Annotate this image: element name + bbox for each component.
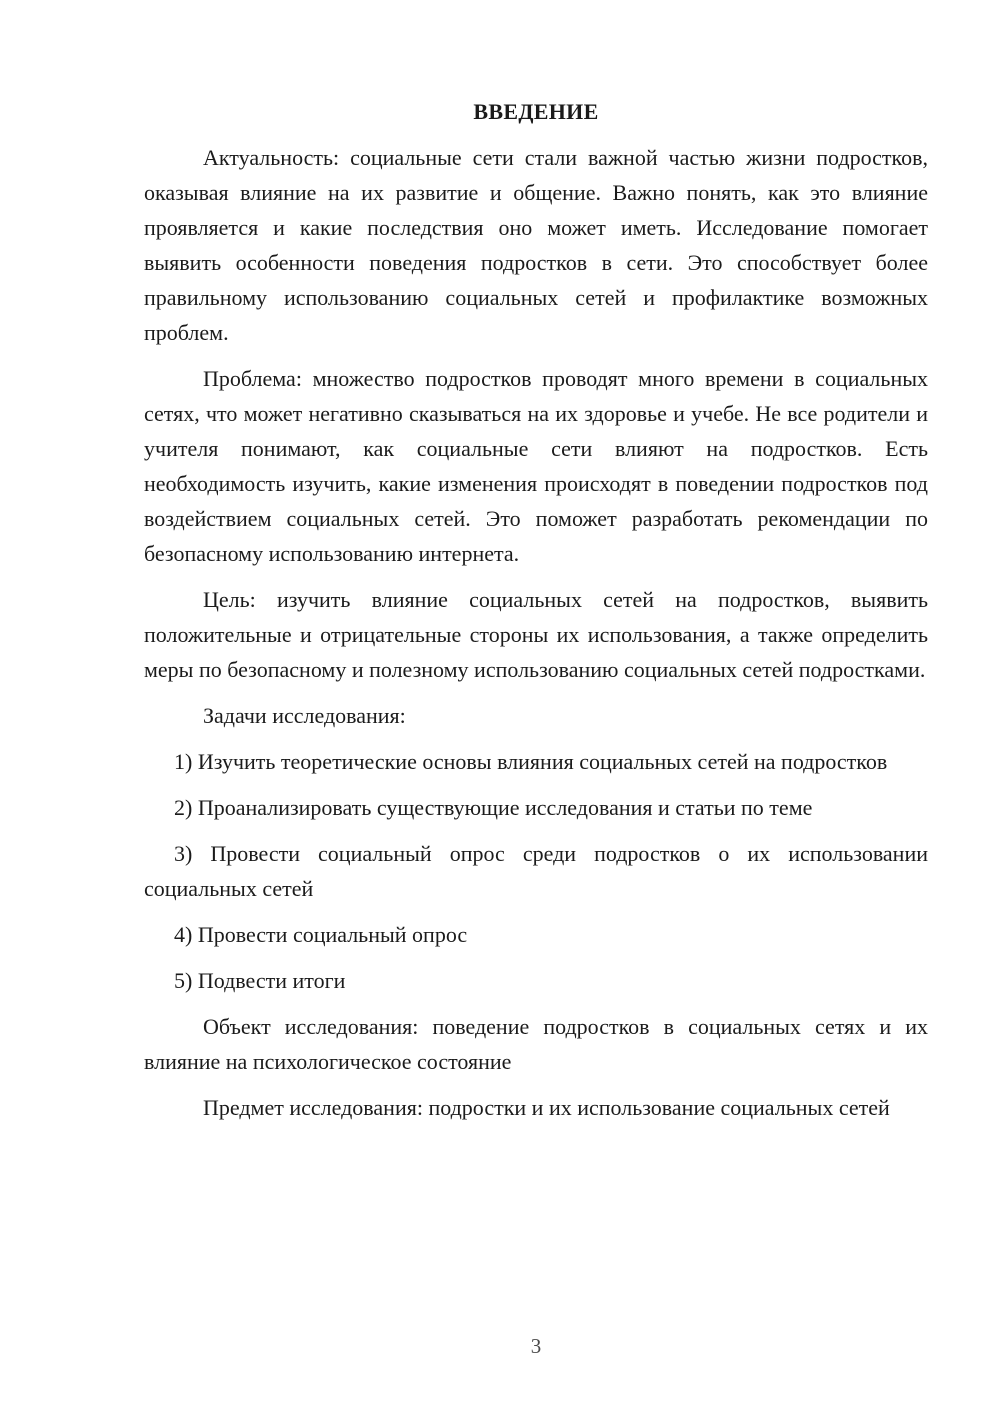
paragraph-object: Объект исследования: поведение подростков в социальных сетях и их влияние на психологическое состояние bbox=[144, 1014, 928, 1074]
page-number: 3 bbox=[530, 1334, 542, 1358]
paragraph-subject: Предмет исследования: подростки и их использование социальных сетей bbox=[203, 1095, 890, 1120]
task-item: 2) Проанализировать существующие исследования и статьи по теме bbox=[174, 795, 813, 820]
task-item: 4) Провести социальный опрос bbox=[174, 922, 468, 947]
paragraph-goal: Цель: изучить влияние социальных сетей на подростков, выявить положительные и отрицательные стороны их использования, а также определить меры по безопасному и полезному использованию социальных сетей подростками. bbox=[144, 587, 928, 682]
page-content bbox=[144, 94, 928, 1136]
paragraph-relevance: Актуальность: социальные сети стали важной частью жизни подростков, оказывая влияние на их развитие и общение. Важно понять, как это влияние проявляется и какие последствия оно может иметь. Исследование помогает выявить особенности поведения подростков в сети. Это способствует более правильному использованию социальных сетей и профилактике возможных проблем. bbox=[144, 145, 928, 345]
section-title: ВВЕДЕНИЕ bbox=[473, 99, 599, 124]
paragraph-problem: Проблема: множество подростков проводят много времени в социальных сетях, что может негативно сказываться на их здоровье и учебе. Не все родители и учителя понимают, как социальные сети влияют на подростков. Есть необходимость изучить, какие изменения происходят в поведении подростков под воздействием социальных сетей. Это поможет разработать рекомендации по безопасному использованию интернета. bbox=[144, 366, 928, 566]
tasks-heading: Задачи исследования: bbox=[203, 703, 406, 728]
task-item: 1) Изучить теоретические основы влияния социальных сетей на подростков bbox=[174, 749, 888, 774]
task-item: 5) Подвести итоги bbox=[174, 968, 346, 993]
task-item: 3) Провести социальный опрос среди подростков о их использовании социальных сетей bbox=[144, 841, 928, 901]
